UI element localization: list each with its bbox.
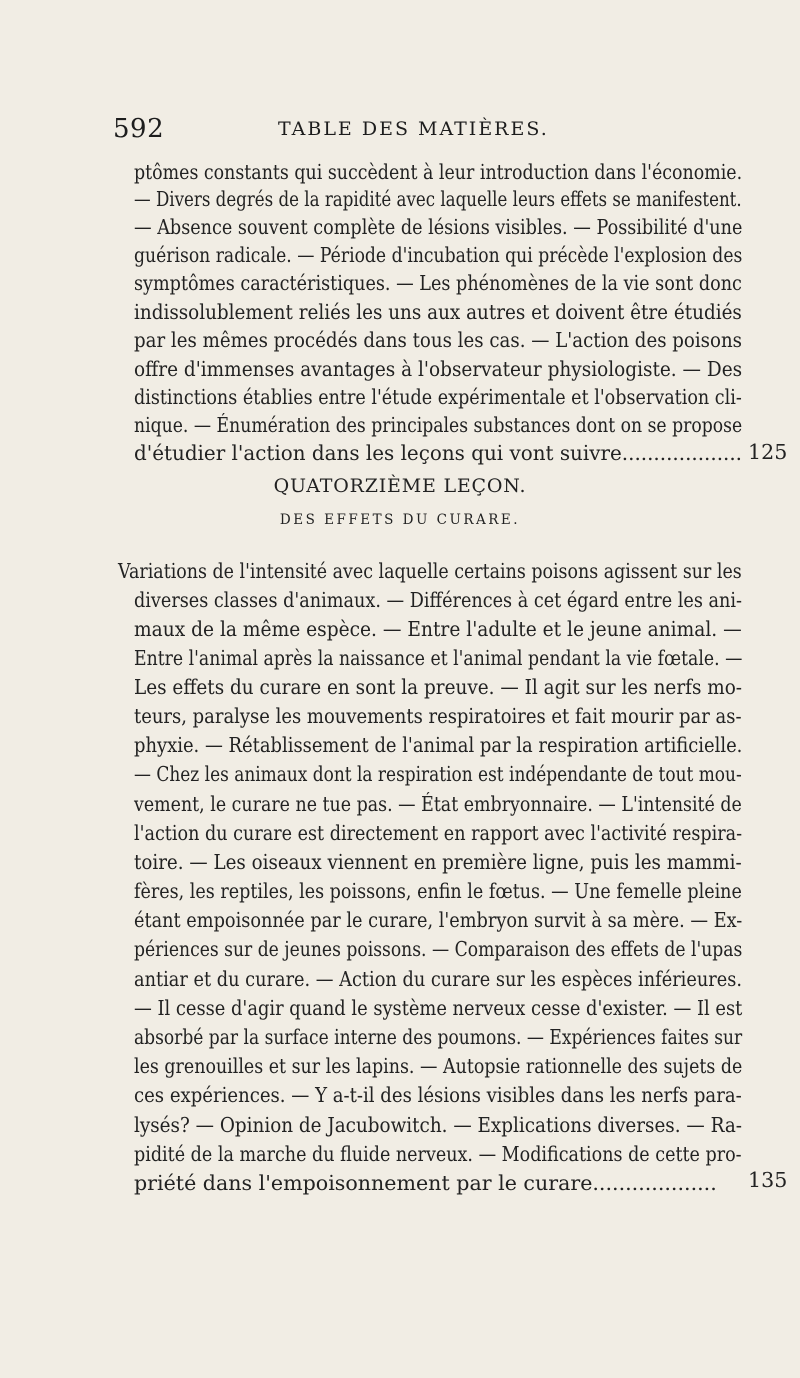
entry-line: pidité de la marche du fluide nerveux. — Modifications de cette pro- bbox=[134, 1142, 742, 1166]
entry-line: les grenouilles et sur les lapins. — Autopsie rationnelle des sujets de bbox=[134, 1054, 743, 1078]
entry-line: phyxie. — Rétablissement de l'animal par la respiration artificielle. bbox=[134, 733, 743, 757]
entry-line: indissolublement reliés les uns aux autres et doivent être étudiés bbox=[134, 300, 742, 324]
entry-line: ces expériences. — Y a-t-il des lésions visibles dans les nerfs para- bbox=[134, 1083, 742, 1107]
entry-line: — Il cesse d'agir quand le système nerveux cesse d'exister. — Il est bbox=[134, 996, 743, 1020]
entry-line: vement, le curare ne tue pas. — État embryonnaire. — L'intensité de bbox=[134, 792, 742, 816]
lesson-subtitle: DES EFFETS DU CURARE. bbox=[279, 512, 521, 528]
entry-line: étant empoisonnée par le curare, l'embryon survit à sa mère. — Ex- bbox=[134, 908, 743, 932]
entry-line: fères, les reptiles, les poissons, enfin le fœtus. — Une femelle pleine bbox=[134, 879, 742, 903]
page-reference: 125 bbox=[748, 440, 788, 464]
entry-line: périences sur de jeunes poissons. — Comparaison des effets de l'upas bbox=[134, 937, 743, 961]
entry-line: d'étudier l'action dans les leçons qui vont suivre................... bbox=[134, 441, 743, 465]
entry-line: priété dans l'empoisonnement par le curare................... bbox=[134, 1171, 717, 1195]
entry-line: — Absence souvent complète de lésions visibles. — Possibilité d'une bbox=[134, 215, 743, 239]
entry-line: symptômes caractéristiques. — Les phénomènes de la vie sont donc bbox=[134, 271, 742, 295]
entry-line: l'action du curare est directement en rapport avec l'activité respira- bbox=[134, 821, 743, 845]
lesson-title: QUATORZIÈME LEÇON. bbox=[273, 475, 527, 497]
entry-line: ptômes constants qui succèdent à leur introduction dans l'économie. bbox=[134, 160, 743, 184]
entry-line: lysés? — Opinion de Jacubowitch. — Explications diverses. — Ra- bbox=[134, 1113, 742, 1137]
entry-line: guérison radicale. — Période d'incubation qui précède l'explosion des bbox=[134, 243, 743, 267]
entry-line: teurs, paralyse les mouvements respiratoires et fait mourir par as- bbox=[134, 704, 742, 728]
entry-line: nique. — Énumération des principales substances dont on se propose bbox=[134, 413, 743, 437]
entry-line: toire. — Les oiseaux viennent en première ligne, puis les mammi- bbox=[134, 850, 742, 874]
entry-line: antiar et du curare. — Action du curare sur les espèces inférieures. bbox=[134, 967, 742, 991]
entry-line: Entre l'animal après la naissance et l'animal pendant la vie fœtale. — bbox=[134, 646, 743, 670]
entry-line: offre d'immenses avantages à l'observateur physiologiste. — Des bbox=[134, 357, 743, 381]
entry-line: diverses classes d'animaux. — Différences à cet égard entre les ani- bbox=[134, 588, 742, 612]
running-title: TABLE DES MATIÈRES. bbox=[278, 118, 549, 140]
entry-line: absorbé par la surface interne des poumons. — Expériences faites sur bbox=[134, 1025, 743, 1049]
entry-line: par les mêmes procédés dans tous les cas. — L'action des poisons bbox=[134, 328, 742, 352]
entry-line: maux de la même espèce. — Entre l'adulte et le jeune animal. — bbox=[134, 617, 742, 641]
entry-line: Variations de l'intensité avec laquelle certains poisons agissent sur les bbox=[118, 559, 742, 583]
entry-line: — Chez les animaux dont la respiration est indépendante de tout mou- bbox=[134, 762, 742, 786]
page-number: 592 bbox=[113, 114, 165, 144]
entry-line: — Divers degrés de la rapidité avec laquelle leurs effets se manifestent. bbox=[134, 187, 742, 211]
page-reference: 135 bbox=[748, 1168, 788, 1192]
entry-line: Les effets du curare en sont la preuve. — Il agit sur les nerfs mo- bbox=[134, 675, 743, 699]
entry-line: distinctions établies entre l'étude expérimentale et l'observation cli- bbox=[134, 385, 742, 409]
